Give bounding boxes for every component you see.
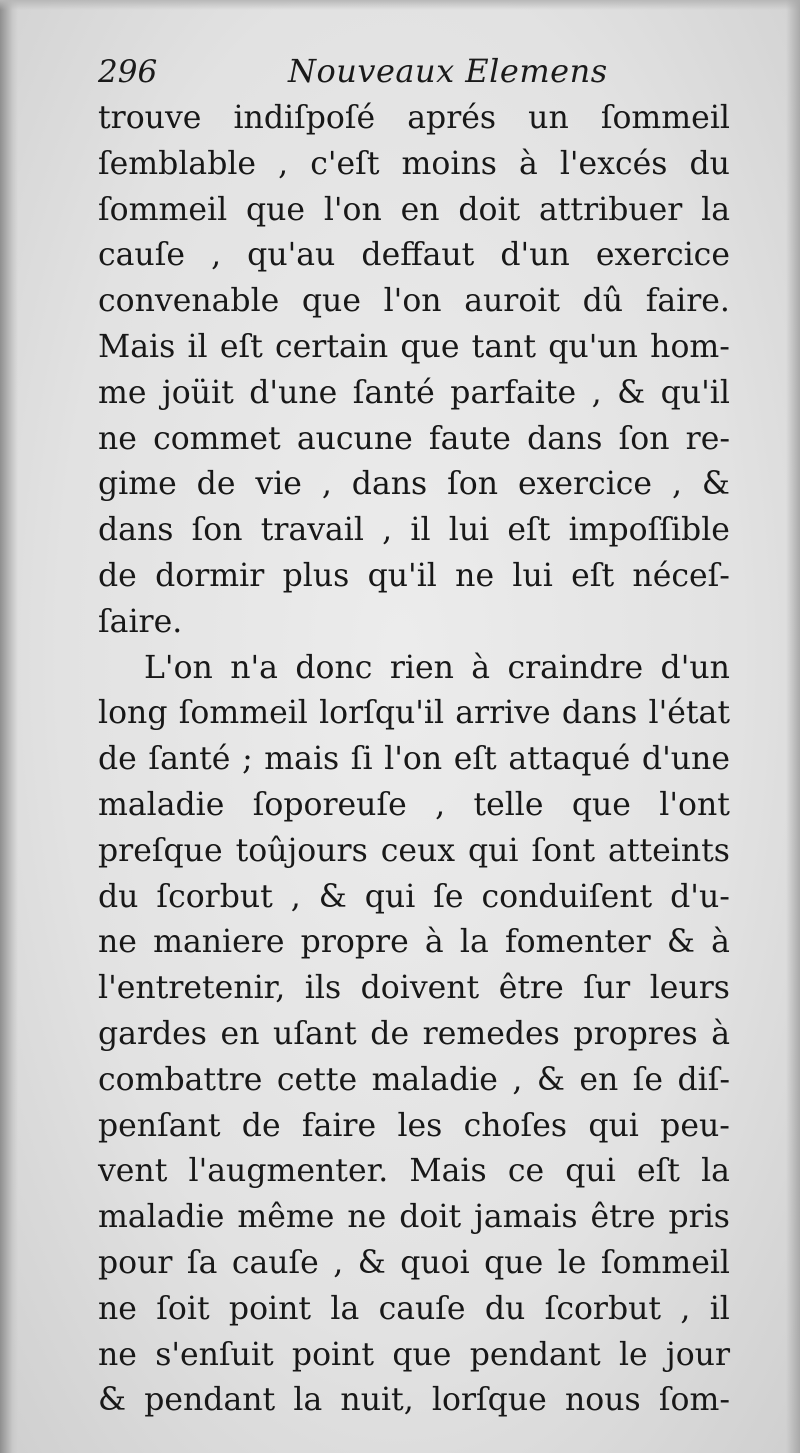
word: hom- — [650, 328, 730, 365]
word: arrive — [455, 695, 551, 732]
word: , — [333, 1244, 344, 1281]
word: mais — [264, 741, 340, 778]
word: impoſſible — [568, 512, 730, 549]
word: pour — [98, 1244, 173, 1281]
word: du — [689, 145, 730, 182]
word: lui — [448, 512, 490, 549]
word: atteints — [608, 832, 730, 869]
word: le — [557, 1244, 587, 1281]
word: d'une — [249, 374, 338, 411]
word: joüit — [162, 374, 234, 411]
word: de — [98, 741, 137, 778]
word: , — [671, 466, 682, 503]
word: exercice — [595, 237, 730, 274]
text-line — [98, 142, 730, 188]
word: ſe — [632, 1061, 664, 1098]
word: ſcorbut — [156, 878, 273, 915]
word: propre — [300, 924, 409, 961]
word: de — [196, 466, 236, 503]
word: vent — [98, 1153, 168, 1190]
word: en — [400, 191, 440, 228]
word: à — [711, 924, 730, 961]
word: l'augmenter. — [188, 1153, 389, 1190]
word: , — [435, 786, 446, 823]
word: point — [291, 1336, 375, 1373]
word: qu'il — [660, 374, 730, 411]
word: ſe — [433, 878, 464, 915]
word: qu'il — [367, 557, 437, 594]
word: ſom- — [658, 1382, 730, 1419]
word: être — [498, 970, 564, 1007]
word: exercice — [517, 466, 653, 503]
text-line — [98, 1195, 730, 1241]
word: deffaut — [361, 237, 475, 274]
word: craindre — [507, 649, 644, 686]
word: qui — [565, 1153, 616, 1190]
word: moins — [401, 145, 497, 182]
word: dans — [527, 420, 603, 457]
word: trouve — [98, 100, 202, 136]
text-line — [98, 1104, 730, 1150]
word: & — [701, 466, 730, 503]
word: propres — [573, 1015, 698, 1052]
text-line — [98, 1058, 730, 1104]
word: l'on — [383, 283, 442, 320]
word: ne — [347, 1199, 387, 1236]
word: n'a — [230, 649, 278, 686]
word: néceſ- — [632, 557, 730, 594]
word: penſant — [98, 1107, 221, 1144]
word: d'une — [641, 741, 730, 778]
text-line — [98, 1149, 730, 1195]
word: à — [711, 1015, 730, 1052]
word: conduiſent — [481, 878, 653, 915]
word: dans — [561, 695, 638, 732]
text-line — [98, 737, 730, 783]
word: auroit — [464, 283, 561, 320]
word: lorſque — [431, 1382, 547, 1419]
word: ſont — [531, 832, 596, 869]
word: , — [211, 237, 222, 274]
word: doit — [458, 191, 521, 228]
word: l'on — [323, 191, 382, 228]
word: preſque — [98, 832, 223, 869]
word: cauſe — [378, 1290, 466, 1327]
word: ſcorbut — [544, 1290, 662, 1327]
page-number: 296 — [98, 54, 158, 90]
word: ſon — [447, 466, 499, 503]
word: , — [591, 374, 602, 411]
word: fomenter — [504, 924, 651, 961]
word: me — [98, 374, 147, 411]
word: Mais — [98, 328, 176, 365]
word: ſon — [618, 420, 670, 457]
word: ne — [98, 1336, 137, 1373]
word: eſt — [507, 512, 551, 549]
word: dû — [582, 283, 624, 320]
word: qui — [467, 832, 519, 869]
word: ſaire. — [98, 603, 183, 640]
word: de — [370, 1015, 410, 1052]
word: même — [237, 1199, 335, 1236]
word: l'excés — [559, 145, 668, 182]
word: qu'un — [548, 328, 638, 365]
text-line — [98, 1241, 730, 1287]
text-line — [98, 829, 730, 875]
word: maladie — [98, 786, 225, 823]
word: ceux — [380, 832, 456, 869]
word: uſant — [273, 1015, 357, 1052]
word: ſa — [186, 1244, 218, 1281]
text-line — [98, 691, 730, 737]
word: leurs — [649, 970, 730, 1007]
word: indiſpoſé — [233, 100, 376, 136]
word: L'on — [144, 649, 213, 686]
word: toûjours — [235, 832, 368, 869]
word: aprés — [407, 100, 497, 136]
word: à — [471, 649, 491, 686]
word: plus — [282, 557, 350, 594]
word: d'u- — [670, 878, 730, 915]
text-line — [98, 783, 730, 829]
word: attribuer — [538, 191, 683, 228]
word: ne — [98, 420, 137, 457]
running-title: Nouveaux Elemens — [288, 52, 608, 90]
word: vie — [255, 466, 302, 503]
word: en — [579, 1061, 619, 1098]
word: que — [571, 786, 631, 823]
word: du — [98, 878, 139, 915]
word: en — [220, 1015, 260, 1052]
word: Mais — [409, 1153, 487, 1190]
word: il — [187, 328, 208, 365]
word: convenable — [98, 283, 280, 320]
word: faire — [301, 1107, 377, 1144]
word: que — [301, 283, 361, 320]
word: cauſe — [231, 1244, 319, 1281]
word: pris — [668, 1199, 730, 1236]
word: ſommeil — [98, 191, 228, 228]
word: de — [98, 557, 137, 594]
word: les — [397, 1107, 443, 1144]
word: , — [512, 1061, 523, 1098]
word: à — [424, 924, 444, 961]
text-line — [98, 600, 730, 646]
text-line — [98, 1378, 730, 1424]
word: jour — [665, 1336, 730, 1373]
word: jamais — [474, 1199, 578, 1236]
word: faute — [428, 420, 511, 457]
word: ſoit — [156, 1290, 210, 1327]
word: , — [290, 878, 301, 915]
word: l'on — [384, 741, 443, 778]
word: que — [392, 1336, 452, 1373]
page-right-edge — [786, 0, 800, 1453]
word: cette — [276, 1061, 358, 1098]
page-header — [98, 50, 738, 100]
word: un — [528, 100, 569, 136]
word: ſommeil — [178, 695, 308, 732]
text-line — [98, 279, 730, 325]
text-line — [98, 875, 730, 921]
word: lorſqu'il — [319, 695, 445, 732]
word: ſoporeuſe — [252, 786, 407, 823]
word: , — [382, 512, 393, 549]
word: & — [98, 1382, 127, 1419]
word: maniere — [153, 924, 285, 961]
word: ne — [455, 557, 495, 594]
word: qui — [588, 1107, 639, 1144]
word: & — [318, 878, 347, 915]
word: être — [590, 1199, 656, 1236]
word: , — [278, 145, 289, 182]
word: ſemblable — [98, 145, 257, 182]
word: long — [98, 695, 168, 732]
word: la — [330, 1290, 360, 1327]
word: ſommeil — [600, 100, 730, 136]
word: dans — [351, 466, 428, 503]
word: lui — [512, 557, 553, 594]
word: remedes — [422, 1015, 560, 1052]
text-line — [98, 966, 730, 1012]
word: la — [701, 191, 730, 228]
word: diſ- — [677, 1061, 730, 1098]
word: doivent — [360, 970, 480, 1007]
word: il — [410, 512, 431, 549]
word: la — [293, 1382, 323, 1419]
word: ſi — [350, 741, 373, 778]
word: ne — [98, 924, 137, 961]
word: & — [666, 924, 695, 961]
word: eſt — [453, 741, 497, 778]
word: tant — [471, 328, 537, 365]
text-line — [98, 96, 730, 142]
page-top-edge — [0, 0, 800, 10]
word: choſes — [463, 1107, 568, 1144]
word: cauſe — [98, 237, 186, 274]
text-line — [98, 920, 730, 966]
word: d'un — [500, 237, 570, 274]
word: combattre — [98, 1061, 263, 1098]
word: ils — [304, 970, 342, 1007]
body-text — [98, 96, 730, 1424]
word: le — [618, 1336, 648, 1373]
text-line — [98, 1333, 730, 1379]
word: ne — [98, 1290, 137, 1327]
page-gutter-shadow — [0, 0, 18, 1453]
word: certain — [275, 328, 389, 365]
word: faire. — [645, 283, 730, 320]
word: peu- — [660, 1107, 730, 1144]
word: qui — [364, 878, 416, 915]
word: , — [680, 1290, 691, 1327]
word: que — [245, 191, 306, 228]
word: parfaite — [450, 374, 577, 411]
word: travail — [260, 512, 364, 549]
word: ſur — [583, 970, 631, 1007]
text-line — [98, 462, 730, 508]
word: maladie — [98, 1199, 225, 1236]
word: rien — [389, 649, 454, 686]
word: re- — [685, 420, 730, 457]
text-line — [98, 417, 730, 463]
word: il — [709, 1290, 730, 1327]
word: pendant — [144, 1382, 276, 1419]
word: gardes — [98, 1015, 207, 1052]
word: commet — [153, 420, 281, 457]
word: l'ont — [659, 786, 730, 823]
word: ſanté — [148, 741, 231, 778]
word: dormir — [155, 557, 265, 594]
word: dans — [98, 512, 174, 549]
word: telle — [473, 786, 544, 823]
text-line — [98, 1287, 730, 1333]
word: & — [536, 1061, 565, 1098]
text-line — [98, 371, 730, 417]
text-line — [98, 1012, 730, 1058]
word: à — [518, 145, 538, 182]
word: l'entretenir, — [98, 970, 286, 1007]
word: eſt — [571, 557, 615, 594]
word: nuit, — [340, 1382, 414, 1419]
word: quoi — [400, 1244, 470, 1281]
word: que — [400, 328, 460, 365]
word: & — [357, 1244, 386, 1281]
word: la — [459, 924, 489, 961]
word: maladie — [371, 1061, 498, 1098]
word: que — [484, 1244, 544, 1281]
word: ce — [507, 1153, 545, 1190]
word: la — [701, 1153, 730, 1190]
text-line — [98, 508, 730, 554]
word: ſommeil — [600, 1244, 730, 1281]
word: donc — [295, 649, 373, 686]
word: de — [241, 1107, 281, 1144]
word: eſt — [219, 328, 263, 365]
word: eſt — [636, 1153, 680, 1190]
text-line — [98, 554, 730, 600]
word: pendant — [469, 1336, 601, 1373]
word: ; — [242, 741, 253, 778]
text-line — [98, 188, 730, 234]
text-line — [98, 233, 730, 279]
word: , — [321, 466, 332, 503]
word: attaqué — [508, 741, 631, 778]
word: aucune — [296, 420, 413, 457]
word: ſanté — [352, 374, 435, 411]
word: gime — [98, 466, 177, 503]
word: doit — [399, 1199, 462, 1236]
word: d'un — [660, 649, 730, 686]
word: l'état — [648, 695, 730, 732]
word: du — [484, 1290, 526, 1327]
word: nous — [564, 1382, 641, 1419]
text-line — [98, 325, 730, 371]
word: & — [617, 374, 646, 411]
word: c'eſt — [310, 145, 380, 182]
word: qu'au — [247, 237, 336, 274]
text-line — [98, 646, 730, 692]
word: ſon — [191, 512, 243, 549]
word: s'enſuit — [155, 1336, 274, 1373]
word: point — [228, 1290, 312, 1327]
